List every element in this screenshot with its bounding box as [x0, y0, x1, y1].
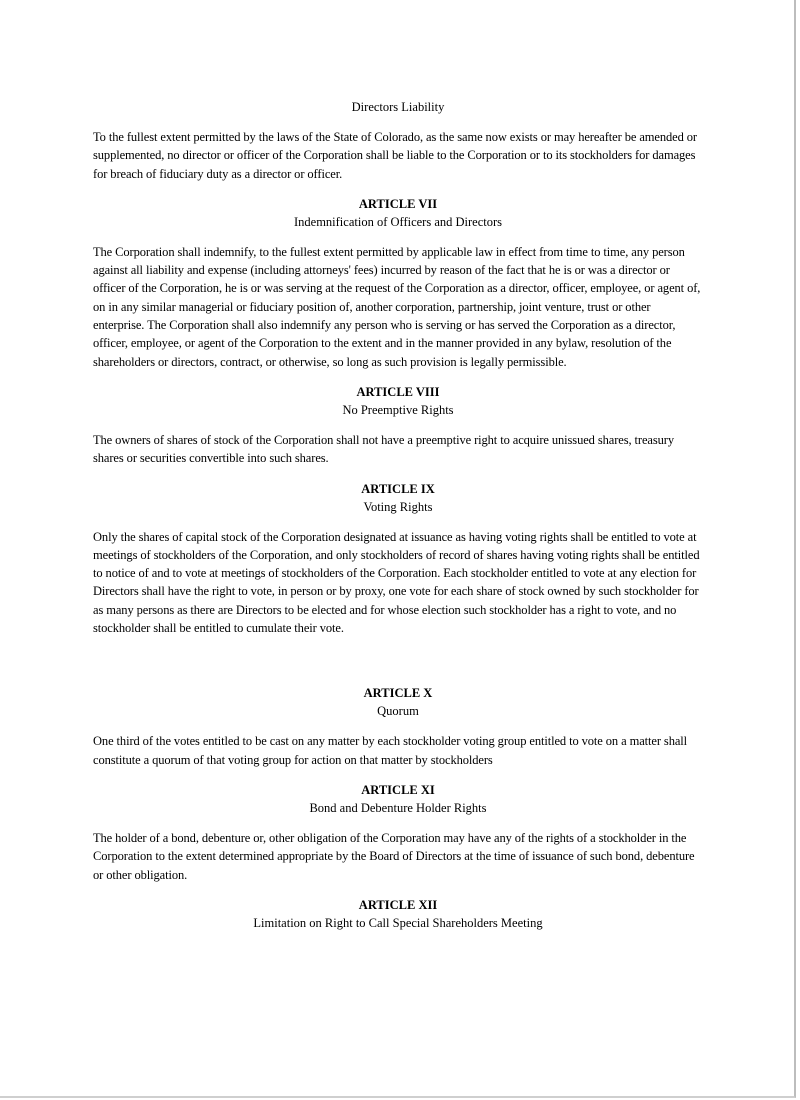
paragraph-article-ix: Only the shares of capital stock of the Corporation designated at issuance as having voting rights shall be entitled to vote at meetings of stockholders of the Corporation, and only stockholders of record of shares having voting rights shall be entitled to notice of and to vote at meetings of stockholders of the Corporation. Each stockholder entitled to vote at any election for Directors shall have the right to vote, in person or by proxy, one vote for each share of stock owned by such stockholder for as many persons as there are Directors to be elected and for whose election such stockholder has a right to vote, and no stockholder shall be entitled to cumulate their vote.: [93, 529, 700, 636]
article-title: ARTICLE VII: [358, 196, 438, 211]
article-title: ARTICLE IX: [361, 481, 435, 496]
paragraph-article-x: One third of the votes entitled to be cast on any matter by each stockholder voting group entitled to vote on a matter shall constitute a quorum of that voting group for action on that matter by stockholders: [93, 734, 688, 767]
article-subtitle: Quorum: [377, 704, 419, 719]
article-heading-vii: [93, 195, 703, 231]
section-heading-directors-liability: [93, 98, 703, 116]
section-title: Directors Liability: [351, 100, 445, 114]
article-subtitle: Voting Rights: [363, 499, 433, 514]
article-subtitle: Indemnification of Officers and Directors: [293, 214, 503, 229]
article-title: ARTICLE XI: [361, 782, 435, 797]
document-content: [93, 98, 703, 932]
paragraph-article-viii: The owners of shares of stock of the Corporation shall not have a preemptive right to acquire unissued shares, treasury shares or securities convertible into such shares.: [93, 432, 674, 466]
article-title: ARTICLE X: [363, 686, 433, 701]
article-title: ARTICLE XII: [358, 897, 438, 912]
article-heading-xii: [93, 896, 703, 932]
article-subtitle: Bond and Debenture Holder Rights: [309, 800, 487, 815]
article-title: ARTICLE VIII: [356, 384, 440, 399]
article-heading-viii: [93, 383, 703, 419]
article-heading-ix: [93, 480, 703, 516]
paragraph-article-vii: The Corporation shall indemnify, to the fullest extent permitted by applicable law in effect from time to time, any person against all liability and expense (including attorneys' fees) incurred by reason of the fact that he is or was a director or officer of the Corporation, he is or was serving at the request of the Corporation as a director, officer, employee, or agent of, on in any similar managerial or fiduciary position of, another corporation, partnership, joint venture, trust or other enterprise. The Corporation shall also indemnify any person who is serving or has served the Corporation as a director, officer, employee, or agent of the Corporation to the extent and in the manner provided in any bylaw, resolution of the shareholders or directors, contract, or otherwise, so long as such provision is legally permissible.: [93, 244, 701, 369]
article-subtitle: No Preemptive Rights: [342, 402, 454, 417]
article-heading-x: [93, 684, 703, 720]
paragraph-article-xi: The holder of a bond, debenture or, other obligation of the Corporation may have any of the rights of a stockholder in the Corporation to the extent determined appropriate by the Board of Directors at the time of issuance of such bond, debenture or other obligation.: [93, 830, 695, 882]
paragraph-directors-liability: To the fullest extent permitted by the laws of the State of Colorado, as the same now exists or may hereafter be amended or supplemented, no director or officer of the Corporation shall be liable to the Corporation or to its stockholders for damages for breach of fiduciary duty as a director or officer.: [93, 130, 697, 181]
article-subtitle: Limitation on Right to Call Special Shareholders Meeting: [253, 915, 543, 930]
article-heading-xi: [93, 781, 703, 817]
